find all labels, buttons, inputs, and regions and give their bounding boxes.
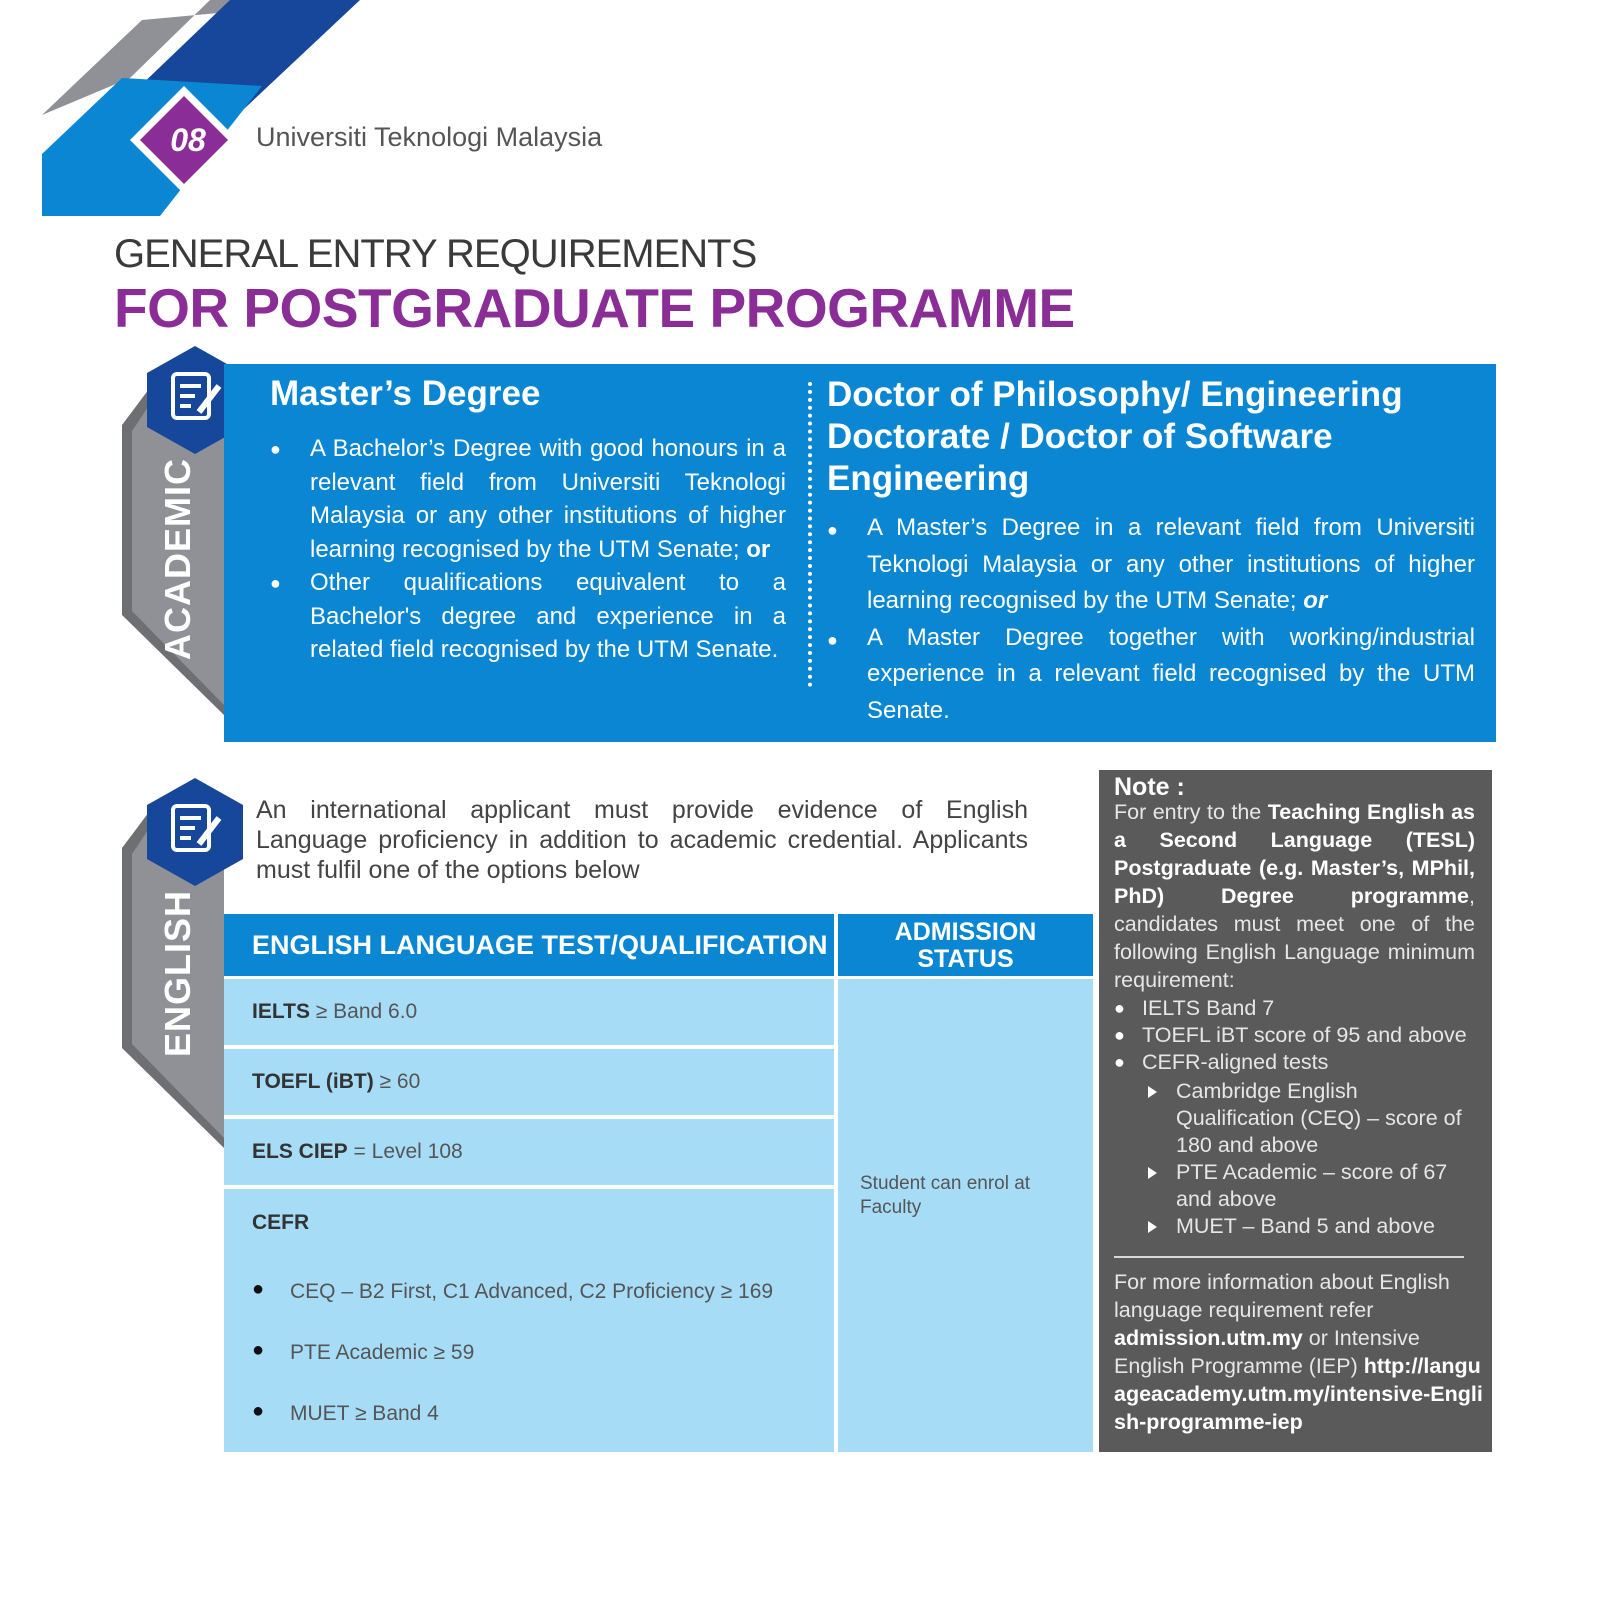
masters-requirements: [270, 432, 786, 667]
academic-tab-label: ACADEMIC: [157, 458, 198, 660]
admission-status-text: Student can enrol at Faculty: [860, 1173, 1031, 1218]
list-item: PTE Academic – score of 67 and above: [1146, 1159, 1476, 1213]
list-item: Cambridge English Qualification (CEQ) – score of 180 and above: [1146, 1078, 1476, 1159]
table-row: ELS CIEP = Level 108: [224, 1119, 834, 1185]
list-item: ● A Master Degree together with working/industrial experience in a relevant field recognised by the UTM Senate.: [827, 620, 1475, 730]
note-title: Note :: [1114, 773, 1185, 801]
note-intro: For entry to the Teaching English as a Second Language (TESL) Postgraduate (e.g. Master’s, MPhil, PhD) Degree programme, candidates must meet one of the following English Language minimum requirement:: [1114, 800, 1475, 992]
list-item: MUET – Band 5 and above: [1146, 1213, 1476, 1240]
list-item: ● IELTS Band 7: [1114, 995, 1474, 1022]
admission-link[interactable]: admission.utm.my: [1114, 1326, 1303, 1350]
iep-link[interactable]: http://languageacademy.utm.my/intensive-English-programme-iep: [1114, 1354, 1483, 1434]
note-divider: [1114, 1256, 1464, 1258]
list-item: ● A Bachelor’s Degree with good honours in a relevant field from Universiti Teknologi Malaysia or any other institutions of higher learning recognised by the UTM Senate; or: [270, 432, 786, 566]
table-header-test: ENGLISH LANGUAGE TEST/QUALIFICATION: [224, 914, 834, 976]
note-cefr-subitems: [1146, 1078, 1476, 1240]
english-tab-label: ENGLISH: [157, 889, 198, 1057]
page-title-line1: GENERAL ENTRY REQUIREMENTS: [114, 232, 757, 276]
table-row: IELTS ≥ Band 6.0: [224, 979, 834, 1045]
note-requirements: [1114, 995, 1474, 1076]
table-header-status: ADMISSION STATUS: [838, 914, 1093, 976]
table-row-cefr: CEFR: [224, 1189, 834, 1452]
list-item: ● A Master’s Degree in a relevant field from Universiti Teknologi Malaysia or any other institutions of higher learning recognised by the UTM Senate; or: [827, 510, 1475, 620]
phd-title: Doctor of Philosophy/ Engineering Doctorate / Doctor of Software Engineering: [827, 375, 1403, 498]
list-item: ● Other qualifications equivalent to a Bachelor's degree and experience in a related field recognised by the UTM Senate.: [270, 566, 786, 667]
list-item: ● PTE Academic ≥ 59: [252, 1341, 474, 1365]
page-title-line2: FOR POSTGRADUATE PROGRAMME: [114, 277, 1075, 339]
list-item: ● CEQ – B2 First, C1 Advanced, C2 Proficiency ≥ 169: [252, 1280, 773, 1304]
header-banner-graphic: [0, 0, 1600, 230]
edit-document-icon: [147, 778, 243, 886]
english-intro: An international applicant must provide evidence of English Language proficiency in addition to academic credential. Applicants must fulfil one of the options below: [256, 796, 1028, 884]
list-item: ● MUET ≥ Band 4: [252, 1402, 439, 1426]
university-name: Universiti Teknologi Malaysia: [256, 122, 603, 152]
connector-or: or: [1303, 587, 1328, 614]
page-number: 08: [170, 122, 206, 158]
masters-title: Master’s Degree: [270, 374, 541, 413]
list-item: ● CEFR-aligned tests: [1114, 1049, 1474, 1076]
column-divider: [808, 382, 812, 687]
note-more-info: For more information about English language requirement refer admission.utm.my or Intensive English Programme (IEP) http://languageacademy.utm.my/intensive-English-programme-iep: [1114, 1270, 1483, 1434]
list-item: ● TOEFL iBT score of 95 and above: [1114, 1022, 1474, 1049]
connector-or: or: [746, 535, 771, 563]
phd-requirements: [827, 510, 1475, 729]
table-row: TOEFL (iBT) ≥ 60: [224, 1049, 834, 1115]
